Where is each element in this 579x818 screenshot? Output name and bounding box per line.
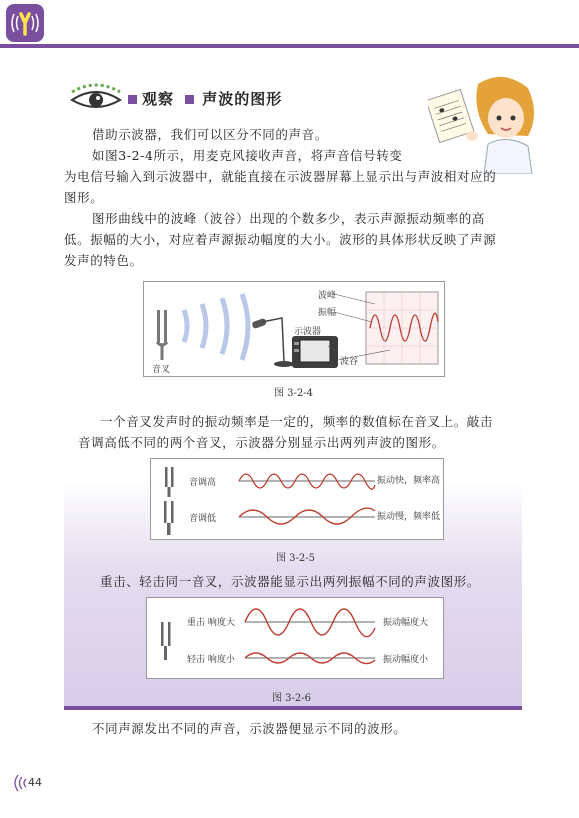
tuning-fork-icon (161, 622, 171, 660)
label-high-pitch: 音调高 (189, 478, 217, 488)
eye-icon (66, 82, 126, 118)
band-bottom-divider (64, 706, 522, 710)
section-heading (128, 88, 282, 109)
label-amplitude: 振幅 (318, 308, 337, 318)
tuning-fork-icon (157, 310, 167, 360)
label-large-amplitude: 振动幅度大 (383, 618, 429, 628)
paragraph-2-line-1: 如图3-2-4所示，用麦克风接收声音，将声音信号转变 (92, 148, 403, 163)
paragraph-2-line-2: 为电信号输入到示波器中，就能直接在示波器屏幕上显示出与声波相对应的 (64, 169, 497, 184)
label-high-frequency: 振动快，频率高 (377, 476, 441, 486)
paragraph-4-line-1: 一个音叉发声时的振动频率是一定的，频率的数值标在音叉上。敲击 (100, 414, 494, 429)
figure-caption-3-2-6: 图 3-2-6 (272, 693, 312, 704)
figure-loudness-comparison (146, 597, 444, 679)
tuning-fork-icon (165, 467, 174, 497)
label-oscilloscope: 示波器 (294, 327, 322, 337)
microphone-icon (251, 318, 294, 367)
sound-wave-logo-icon (6, 4, 44, 42)
section-prefix: 观察 (142, 90, 175, 108)
paragraph-5: 重击、轻击同一音叉，示波器能显示出两列振幅不同的声波图形。 (100, 574, 480, 589)
paragraph-3-line-1: 图形曲线中的波峰（波谷）出现的个数多少，表示声源振动频率的高 (92, 211, 486, 226)
page-header (0, 0, 579, 44)
square-bullet-icon (128, 95, 137, 104)
square-bullet-icon (185, 95, 194, 104)
girl-illustration (428, 74, 546, 178)
figure-oscilloscope-setup (143, 281, 445, 377)
paragraph-3-line-2: 低。振幅的大小，对应着声源振动幅度的大小。波形的具体形状反映了声源 (64, 232, 497, 247)
label-crest: 波峰 (318, 291, 337, 301)
label-strong-strike: 重击 响度大 (187, 618, 235, 628)
paragraph-4-line-2: 音调高低不同的两个音叉，示波器分别显示出两列声波的图形。 (78, 435, 445, 450)
label-tuning-fork: 音叉 (152, 365, 171, 375)
label-trough: 波谷 (340, 357, 359, 367)
oscilloscope-icon (292, 336, 338, 368)
figure-pitch-comparison (150, 458, 444, 540)
paragraph-6: 不同声源发出不同的声音，示波器便显示不同的波形。 (92, 721, 407, 736)
label-weak-strike: 轻击 响度小 (187, 655, 235, 665)
header-divider (0, 44, 579, 48)
page-number: 44 (28, 776, 42, 789)
label-low-frequency: 振动慢，频率低 (377, 512, 441, 522)
section-title: 声波的图形 (202, 90, 283, 108)
label-small-amplitude: 振动幅度小 (383, 655, 429, 665)
figure-caption-3-2-5: 图 3-2-5 (276, 553, 316, 564)
label-low-pitch: 音调低 (189, 514, 217, 524)
paragraph-1: 借助示波器，我们可以区分不同的声音。 (92, 127, 328, 142)
figure-caption-3-2-4: 图 3-2-4 (274, 388, 314, 399)
tuning-fork-icon (164, 501, 174, 535)
paragraph-3-line-3: 发声的特色。 (64, 253, 143, 268)
paragraph-2-line-3: 图形。 (64, 190, 104, 205)
